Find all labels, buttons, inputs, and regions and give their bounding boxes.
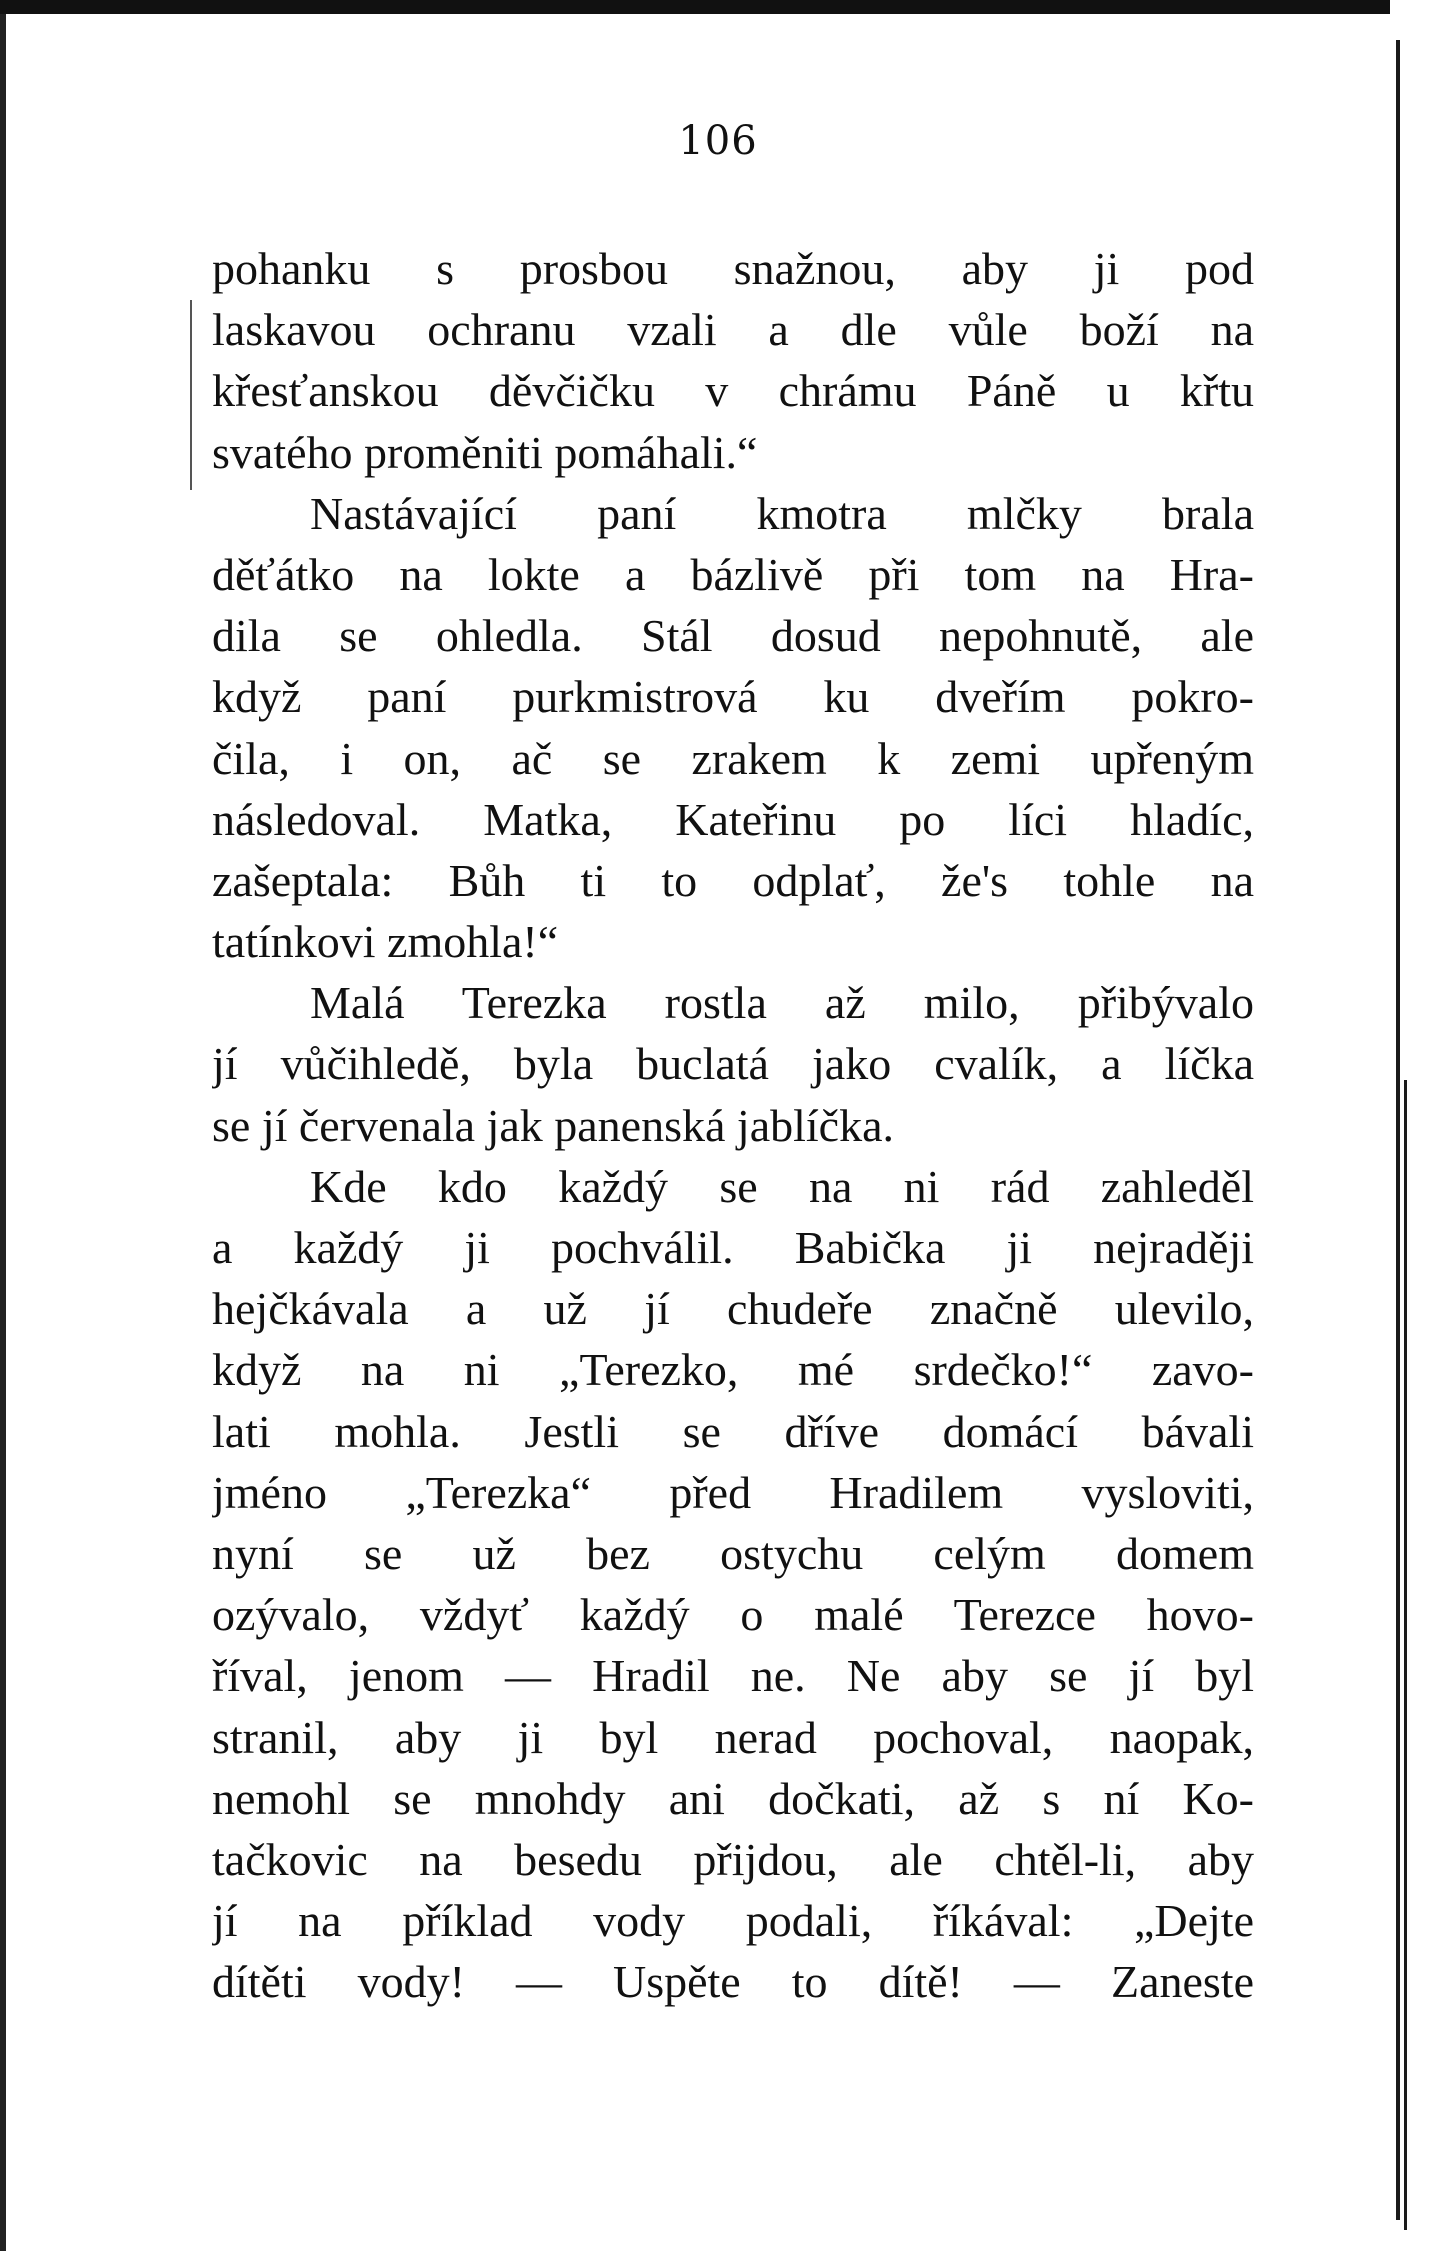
text-line: Kde kdo každý se na ni rád zahleděl	[310, 1160, 1254, 1212]
text-line: zašeptala: Bůh ti to odplať, že's tohle na	[212, 854, 1254, 906]
text-line: křesťanskou děvčičku v chrámu Páně u křtu	[212, 365, 1254, 417]
binding-edge-line-secondary	[1404, 1080, 1407, 2230]
text-line: stranil, aby ji byl nerad pochoval, naopak,	[212, 1711, 1254, 1763]
text-line: dítěti vody! — Uspěte to dítě! — Zaneste	[212, 1956, 1254, 2008]
text-line: když na ni „Terezko, mé srdečko!“ zavo-	[212, 1344, 1254, 1396]
text-line: děťátko na lokte a bázlivě při tom na Hra-	[212, 548, 1254, 600]
text-line: jí na příklad vody podali, říkával: „Dejte	[212, 1895, 1254, 1947]
text-line: lati mohla. Jestli se dříve domácí bávali	[212, 1405, 1254, 1457]
text-line: hejčkávala a už jí chudeře značně ulevilo,	[212, 1283, 1254, 1335]
text-line: jméno „Terezka“ před Hradilem vysloviti,	[212, 1466, 1254, 1518]
text-line: nyní se už bez ostychu celým domem	[212, 1527, 1254, 1579]
text-line: čila, i on, ač se zrakem k zemi upřeným	[212, 732, 1254, 784]
text-line: Nastávající paní kmotra mlčky brala	[310, 487, 1254, 539]
text-line: ozývalo, vždyť každý o malé Terezce hovo-	[212, 1589, 1254, 1641]
text-line: svatého proměniti pomáhali.“	[212, 426, 758, 478]
text-line: Malá Terezka rostla až milo, přibývalo	[310, 977, 1254, 1029]
margin-pencil-mark	[190, 300, 192, 490]
page-number: 106	[678, 118, 758, 164]
text-line: říval, jenom — Hradil ne. Ne aby se jí byl	[212, 1650, 1254, 1702]
text-line: dila se ohledla. Stál dosud nepohnutě, ale	[212, 610, 1254, 662]
text-line: následoval. Matka, Kateřinu po líci hladíc,	[212, 793, 1254, 845]
text-line: nemohl se mnohdy ani dočkati, až s ní Ko-	[212, 1772, 1254, 1824]
text-line: tatínkovi zmohla!“	[212, 916, 559, 968]
text-line: když paní purkmistrová ku dveřím pokro-	[212, 671, 1254, 723]
body-text	[212, 238, 1254, 2012]
text-line: se jí červenala jak panenská jablíčka.	[212, 1099, 895, 1151]
text-line: tačkovic na besedu přijdou, ale chtěl-li, aby	[212, 1833, 1254, 1885]
text-line: pohanku s prosbou snažnou, aby ji pod	[212, 243, 1254, 294]
text-line: laskavou ochranu vzali a dle vůle boží na	[212, 304, 1254, 356]
text-line: jí vůčihledě, byla buclatá jako cvalík, a líčka	[212, 1038, 1254, 1090]
binding-edge-line	[1396, 40, 1400, 2220]
text-line: a každý ji pochválil. Babička ji nejraději	[212, 1222, 1254, 1273]
